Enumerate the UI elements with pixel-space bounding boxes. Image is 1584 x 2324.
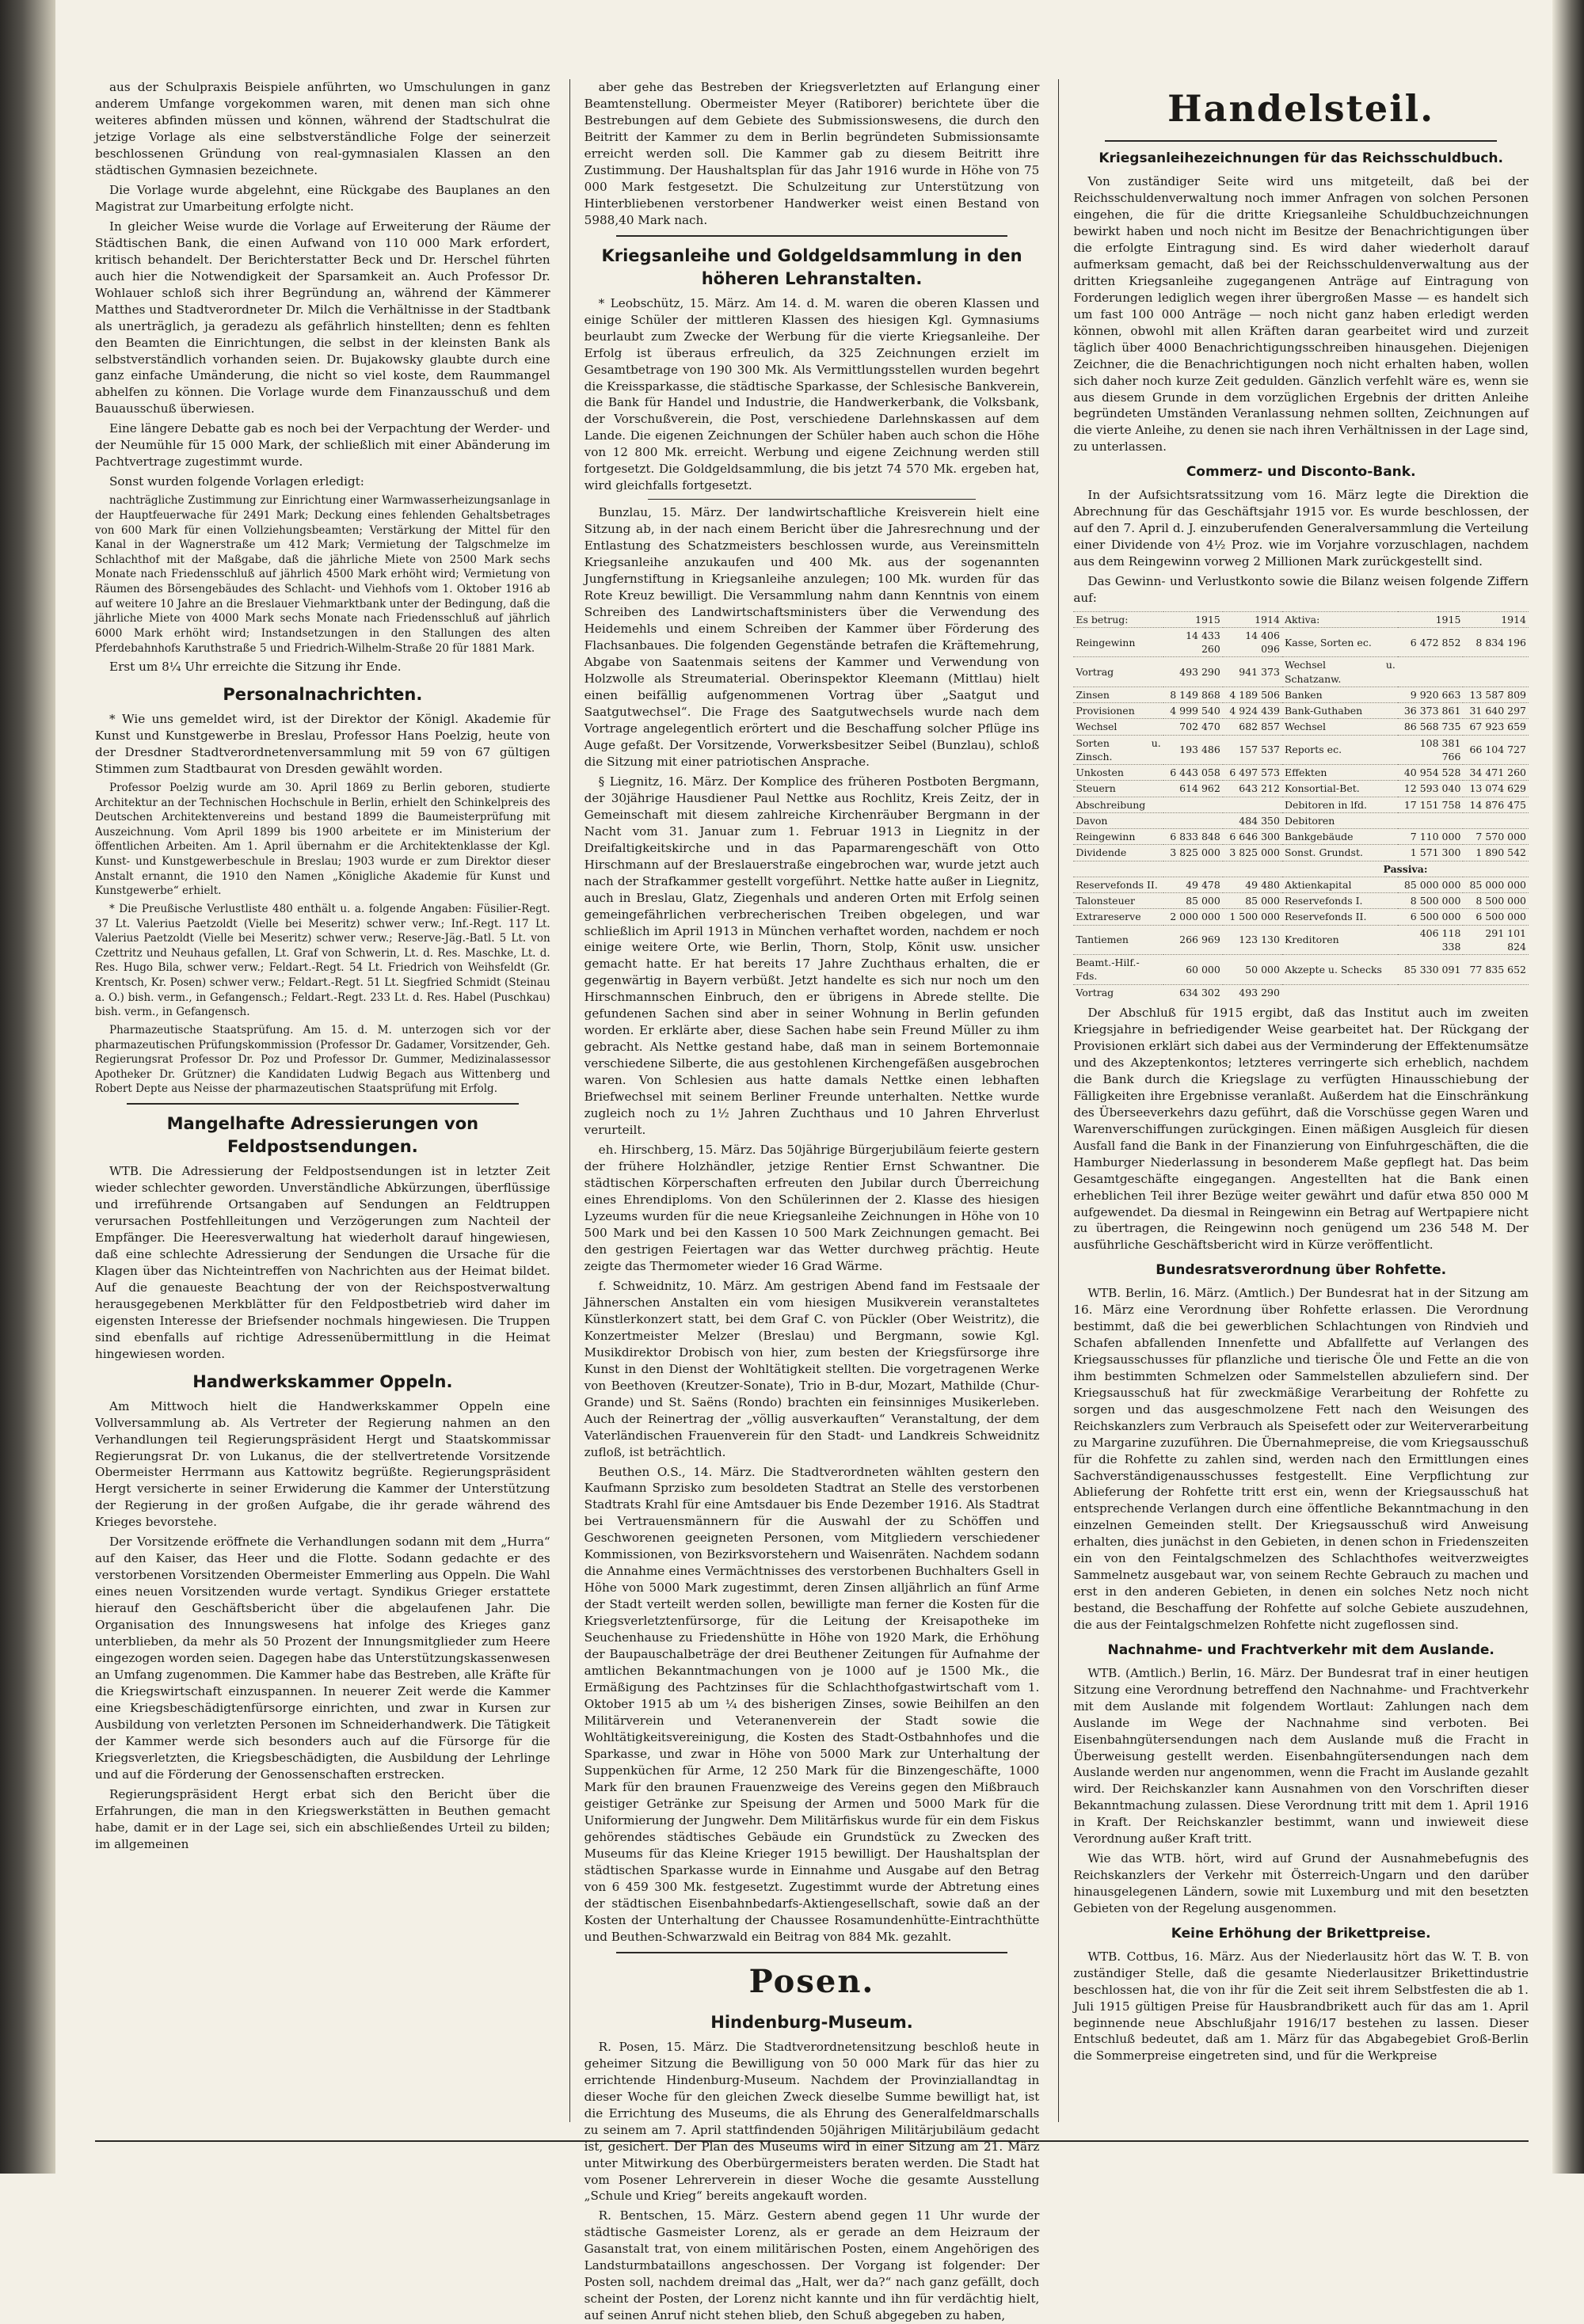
headline-nachnahme: Nachnahme- und Frachtverkehr mit dem Auslande. — [1107, 1642, 1495, 1659]
section-title-handelsteil: Handelsteil. — [1167, 87, 1435, 130]
table-row — [1073, 829, 1529, 845]
table-cell: Bank-Guthaben — [1282, 703, 1398, 719]
table-cell: Reservefonds II. — [1282, 909, 1398, 925]
paragraph: WTB. (Amtlich.) Berlin, 16. März. Der Bundesrat traf in einer heutigen Sitzung eine Verordnung betreffend den Nachnahme- und Frachtverkehr mit dem Auslande mit folgendem Wortlaut: Zahlungen nach dem Auslande im Wege der Nachnahme sind verboten. Bei Eisenbahngütersendungen nach dem Auslande muß die Fracht in Überweisung gestellt werden. Eisenbahngütersendungen nach dem Auslande werden nur angenommen, wenn die Fracht im Auslande gezahlt wird. Der Reichskanzler kann Ausnahmen von den Vorschriften dieser Bekanntmachung zulassen. Diese Verordnung tritt mit dem 1. April 1916 in Kraft. Der Reichskanzler bestimmt, wann und inwieweit diese Verordnung außer Kraft tritt. — [1073, 1665, 1529, 1847]
paragraph: In der Aufsichtsratssitzung vom 16. März legte die Direktion die Abrechnung für das Geschäftsjahr 1915 vor. Es wurde beschlossen, der auf den 7. April d. J. einzuberufenden Generalversammlung die Verteilung einer Dividende von 4½ Proz. wie im Vorjahre vorzuschlagen, nachdem aus dem Reingewinn vorweg 2 Millionen Mark zurückgestellt sind. — [1073, 487, 1529, 569]
table-cell: 13 587 809 — [1463, 687, 1529, 702]
table-cell: 8 149 868 — [1163, 687, 1223, 702]
paragraph: WTB. Berlin, 16. März. (Amtlich.) Der Bundesrat hat in der Sitzung am 16. März eine Verordnung über Rohfette erlassen. Die Verordnung bestimmt, daß die bei gewerblichen Schlachtungen von Rindvieh und Schafen abfallenden Innenfette und Abfallfette auf Verlangen des Kriegsausschusses für pflanzliche und tierische Öle und Fette an die von ihm bestimmten Schmelzen oder Sammelstellen abzuliefern sind. Der Kriegsausschuß hat für zweckmäßige Verarbeitung der Rohfette zu sorgen und das ausgeschmolzene Fett nach den Weisungen des Reichskanzlers zum Verbrauch als Speisefett oder zur Weiterverarbeitung zu Margarine zuzuführen. Die Übernahmepreise, die vom Kriegsausschuß für die Rohfette zu zahlen sind, werden nach den Ermittlungen eines Sachverständigenausschusses festgestellt. Eine Verpflichtung zur Ablieferung der Rohfette tritt erst ein, wenn der Kriegsausschuß hat entsprechende Verlangen durch eine öffentliche Bekanntmachung in den einzelnen Gemeinden stellt. Der Kriegsausschuß wird Anweisung erhalten, dies junächst in den Gebieten, in denen schon in Friedenszeiten ein von den Feintalgschmelzen des Schlachthofes weitverzweigtes Sammelnetz ausgebaut war, von seinem Rechte Gebrauch zu machen und erst in den anderen Gebieten, in denen ein solches Netz noch nicht bestand, die Beschaffung der Rohfette auf solche Gebiete auszudehnen, die aus der Feintalgschmelzen Rohfette nicht zugeflossen sind. — [1073, 1285, 1529, 1633]
table-row — [1073, 925, 1529, 955]
table-cell: 493 290 — [1223, 984, 1282, 1000]
table-cell: 406 118 338 — [1398, 925, 1464, 955]
table-cell: 484 350 — [1223, 812, 1282, 828]
table-cell: 1 571 300 — [1398, 845, 1464, 861]
table-cell: 6 833 848 — [1163, 829, 1223, 845]
headline-feldpost: Mangelhafte Adressierungen von Feldpostsendungen. — [166, 1114, 479, 1157]
table-row — [1073, 955, 1529, 985]
table-cell: 6 443 058 — [1163, 765, 1223, 781]
paragraph: R. Posen, 15. März. Die Stadtverordnetensitzung beschloß heute in geheimer Sitzung die Bewilligung von 50 000 Mark für das hier zu errichtende Hindenburg-Museum. Nachdem der Provinziallandtag in dieser Woche für den gleichen Zweck dieselbe Summe bewilligt hat, ist die Errichtung des Museums, die als Ehrung des Generalfeldmarschalls zu seinem am 7. April stattfindenden 50jährigen Militärjubiläum gedacht ist, gesichert. Der Plan des Museums wird in einer Sitzung am 21. März unter Mitwirkung des Oberbürgermeisters beraten werden. Die Stadt hat vom Posener Lehrerverein in dieser Woche die gesamte Ausstellung „Schule und Krieg“ bereits angekauft worden. — [584, 2039, 1040, 2204]
table-cell: 702 470 — [1163, 719, 1223, 735]
column-2 — [569, 79, 1040, 2323]
table-cell: 2 000 000 — [1163, 909, 1223, 925]
table-cell — [1398, 812, 1464, 828]
table-header-cell: Es betrug: — [1073, 611, 1163, 627]
table-cell: 8 500 000 — [1398, 893, 1464, 909]
headline-commerz-bank: Commerz- und Disconto-Bank. — [1186, 464, 1416, 481]
table-cell: 157 537 — [1223, 735, 1282, 765]
table-cell: Dividende — [1073, 845, 1163, 861]
page-edge — [1552, 0, 1584, 2174]
table-cell: 49 480 — [1223, 877, 1282, 892]
table-cell: Reservefonds II. — [1073, 877, 1163, 892]
table-row — [1073, 861, 1529, 877]
table-cell: 50 000 — [1223, 955, 1282, 985]
table-cell: Steuern — [1073, 781, 1163, 797]
binding-edge — [0, 0, 55, 2174]
paragraph: * Die Preußische Verlustliste 480 enthält u. a. folgende Angaben: Füsilier-Regt. 37 Lt. Valerius Paetzoldt (Vielle bei Meseritz) schwer verw.; Inf.-Regt. 117 Lt. Valerius Paetzoldt (Vielle bei Meseritz) schwer verw.; Reserve-Jäg.-Batl. 5 Lt. von Czettritz und Neuhaus gefallen, Lt. Graf von Schwerin, Lt. d. Res. Maschke, Lt. d. Res. Hugo Bila, schwer verw.; Feldart.-Regt. 54 Lt. Friedrich von Weihsfeldt (Gr. Krentsch, Kr. Posen) schwer verw.; Feldart.-Regt. 51 Lt. Siegfried Schmidt (Steinau a. O.) bish. verm., in Gefangensch.; Feldart.-Regt. 233 Lt. d. Res. Habel (Puschkau) bish. verm., in Gefangensch. — [95, 902, 550, 1019]
table-cell: Tantiemen — [1073, 925, 1163, 955]
table-cell: 291 101 824 — [1463, 925, 1529, 955]
paragraph: Der Vorsitzende eröffnete die Verhandlungen sodann mit dem „Hurra“ auf den Kaiser, das Heer und die Flotte. Sodann gedachte er des verstorbenen Vorsitzenden Obermeister Emmerling aus Oppeln. Die Wahl eines neuen Vorsitzenden wurde vertagt. Syndikus Grieger erstattete hierauf den Geschäftsbericht über die abgelaufenen Jahr. Die Organisation des Innungswesens hat infolge des Krieges ganz unterblieben, da mehr als 50 Prozent der Innungsmitglieder zum Heere eingezogen worden seien. Dagegen habe das Unterstützungskassenwesen an Umfang zugenommen. Die Kammer habe das Bestreben, alle Kräfte für die Kriegswirtschaft einzuspannen. In neuerer Zeit werde die Kammer eine Kriegsbeschädigtenfürsorge einrichten, und zwar in Kursen zur Ausbildung von verletzten Personen im Schneiderhandwerk. Die Tätigkeit der Kammer werde sich besonders auch auf die Fürsorge für die Kriegsverletzten, die Kriegsbeschädigten, die Ausbildung der Lehrlinge und auf die Förderung der Genossenschaften erstrecken. — [95, 1535, 550, 1782]
table-row — [1073, 909, 1529, 925]
table-cell: 67 923 659 — [1463, 719, 1529, 735]
table-cell: Sorten u. Zinsch. — [1073, 735, 1163, 765]
table-cell: 86 568 735 — [1398, 719, 1464, 735]
paragraph: WTB. Die Adressierung der Feldpostsendungen ist in letzter Zeit wieder schlechter geworden. Unverständliche Abkürzungen, überflüssige und irreführende Ortsangaben auf Sendungen an Feldtruppen verursachen Postfehlleitungen und Verzögerungen zum Nachteil der Empfänger. Die Heeresverwaltung hat wiederholt darauf hingewiesen, daß eine schlechte Adressierung der Sendungen die Ursache für die Klagen über das Nichteintreffen von Nachrichten aus der Heimat bildet. Auf die genaueste Beachtung der von der Reichspostverwaltung herausgegebenen Merkblätter für den Feldpostbetrieb wird daher im eigensten Interesse der Briefsender nochmals hingewiesen. Die Truppen sind ebenfalls auf richtige Adressenübermittlung in die Heimat hingewiesen worden. — [95, 1164, 550, 1361]
table-cell: 266 969 — [1163, 925, 1223, 955]
table-cell: 60 000 — [1163, 955, 1223, 985]
table-row — [1073, 877, 1529, 892]
paragraph: § Liegnitz, 16. März. Der Komplice des früheren Postboten Bergmann, der 30jährige Hausdiener Paul Nettke aus Rochlitz, Kreis Zeitz, der in Gemeinschaft mit diesem zahlreiche Kirchenräuber Bergmann in der Nacht vom 31. Januar zum 1. Februar 1913 in Liegnitz in der Dreifaltigkeitskirche und in das Paparmarengeschäft von Otto Hirschmann auf der Breslauerstraße eingebrochen war, wurde jetzt auch nach der Strafkammer gestellt vorgeführt. Nettke hatte außer in Liegnitz, auch in Breslau, Glatz, Ziegenhals und anderen Orten mit Erfolg seinen gemeingefährlichen verbrecherischen Treiben obgelegen, und war schließlich im April 1913 in München verhaftet worden, nachdem er noch einige weitere Orte, wie Berlin, Thorn, Stolp, Könit usw. unsicher gemacht hatte. Er hat bereits 17 Jahre Zuchthaus erhalten, die er gegenwärtig in Bayern verbüßt. Jetzt handelte es sich nur noch um den Hirschmannschen Einbruch, den er übrigens in Abrede stellte. Die gefundenen Sachen sind aber in seiner Wohnung in Berlin gefunden worden. Er erklärte aber, diese Sachen habe sein Freund Müller zu ihm gebracht. Als Nettke gestand habe, daß man in seinem Bortemonnaie verschiedene Silberte, die aus gestohlenen Kirchengefäßen ausgebrochen waren. Von Schlesien aus hatte damals Nettke einen lebhaften Briefwechsel mit seinem Berliner Freunde unterhalten. Nettke wurde zugleich noch zu 1½ Jahren Zuchthaus und 10 Jahren Ehrverlust verurteilt. — [584, 774, 1040, 1138]
table-row — [1073, 984, 1529, 1000]
table-cell: Wechsel u. Schatzanw. — [1282, 657, 1398, 687]
paragraph: nachträgliche Zustimmung zur Einrichtung einer Warmwasserheizungsanlage in der Hauptfeuerwache für 2491 Mark; Deckung eines fehlenden Gehaltsbetrages von 600 Mark für einen Vollziehungsbeamten; Verstärkung der Mittel für den Kanal in der Wagnerstraße um 412 Mark; Vermietung der Talgschmelze im Schlachthof mit der Maßgabe, daß die jährliche Miete von 2500 Mark sechs Monate nach Friedensschluß auf jährlich 4500 Mark erhöht wird; Vermietung von Räumen des Börsengebäudes des Schlacht- und Viehhofs vom 1. Oktober 1916 ab auf weitere 10 Jahre an die Breslauer Viehmarktbank unter der Bedingung, daß die jährliche Miete von 4000 Mark sechs Monate nach Friedensschluß auf jährlich 6000 Mark erhöht wird; Instandsetzungen in den Stallungen des alten Pferdebahnhofs Karuthstraße 5 und Friedrich-Wilhelm-Straße 20 für 1881 Mark. — [95, 494, 550, 655]
table-cell: 941 373 — [1223, 657, 1282, 687]
table-cell: 123 130 — [1223, 925, 1282, 955]
table-cell: Talonsteuer — [1073, 893, 1163, 909]
paragraph: Pharmazeutische Staatsprüfung. Am 15. d. M. unterzogen sich vor der pharmazeutischen Prüfungskommission (Professor Dr. Gadamer, Vorsitzender, Geh. Regierungsrat Professor Dr. Poz und Professor Dr. Gummer, Medizinalassessor Apotheker Dr. Grützner) die Kandidaten Ludwig Begach aus Wittenberg und Robert Depte aus Neisse der pharmazeutischen Staatsprüfung mit Erfolg. — [95, 1023, 550, 1096]
table-cell: 85 330 091 — [1398, 955, 1464, 985]
bottom-rule — [95, 2140, 1529, 2142]
table-header-cell: 1915 — [1163, 611, 1223, 627]
section-title-posen: Posen. — [748, 1962, 875, 2000]
table-cell: 4 924 439 — [1223, 703, 1282, 719]
table-cell: 77 835 652 — [1463, 955, 1529, 985]
table-cell: 40 954 528 — [1398, 765, 1464, 781]
table-cell: Bankgebäude — [1282, 829, 1398, 845]
column-1 — [95, 79, 550, 2122]
table-cell: Zinsen — [1073, 687, 1163, 702]
table-row — [1073, 735, 1529, 765]
table-cell: Banken — [1282, 687, 1398, 702]
table-cell: 4 189 506 — [1223, 687, 1282, 702]
paragraph: Eine längere Debatte gab es noch bei der Verpachtung der Werder- und der Neumühle für 15 000 Mark, der schließlich mit einer Abänderung im Pachtvertrage zugestimmt wurde. — [95, 421, 550, 470]
divider — [616, 235, 1008, 237]
table-body-aktiva — [1073, 627, 1529, 861]
table-cell — [1163, 797, 1223, 812]
paragraph: aber gehe das Bestreben der Kriegsverletzten auf Erlangung einer Beamtenstellung. Obermeister Meyer (Ratiborer) berichtete über die Bestrebungen auf dem Gebiete des Submissionswesens, die durch den Beitritt der Kammer zu dem in Berlin begründeten Submissionsamte erreicht werden soll. Die Kammer gab zu diesem Beitritt ihre Zustimmung. Der Haushaltsplan für das Jahr 1916 wurde in Höhe von 75 000 Mark festgesetzt. Die Schulzeitung zur Unterstützung von Hinterbliebenen verstorbener Handwerker weist einen Bestand von 5988,40 Mark nach. — [584, 80, 1040, 227]
divider — [1105, 140, 1497, 142]
table-cell: Reservefonds I. — [1282, 893, 1398, 909]
paragraph: Der Abschluß für 1915 ergibt, daß das Institut auch im zweiten Kriegsjahre in befriedigender Weise gearbeitet hat. Der Rückgang der Provisionen erklärt sich dabei aus der Verminderung der Effektenumsätze und des Akzeptenkontos; letzteres verringerte sich erheblich, nachdem die Bank durch die Kriegslage zu verfügten Hinausschiebung der Fälligkeiten ihre Ergebnisse veranlaßt. Außerdem hat die Einschränkung des Überseeverkehrs dazu geführt, daß die Vorschüsse gegen Waren und Warenverschiffungen zurückgingen. Einen mäßigen Ausgleich für diesen Ausfall fand die Bank in der Finanzierung von Einfuhrgeschäften, die die Hamburger Niederlassung in besonderem Maße gepflegt hat. Das beim Gesamtgeschäfte eingegangen. Angestellten hat die Bank einen erheblichen Teil ihrer Bezüge weiter gewährt und dafür etwa 850 000 M aufgewendet. Da diesmal in Reingewinn ein Betrag auf Wertpapiere nicht zu übertragen, die Reingewinn noch genügend um 236 548 M. Der ausführliche Geschäftsbericht wird in Kürze veröffentlicht. — [1073, 1005, 1529, 1253]
table-cell: 634 302 — [1163, 984, 1223, 1000]
table-cell: 1 890 542 — [1463, 845, 1529, 861]
table-cell: Extrareserve — [1073, 909, 1163, 925]
table-cell: 7 110 000 — [1398, 829, 1464, 845]
table-cell: Akzepte u. Schecks — [1282, 955, 1398, 985]
table-cell: 614 962 — [1163, 781, 1223, 797]
paragraph: Sonst wurden folgende Vorlagen erledigt: — [109, 474, 364, 489]
table-cell: 31 640 297 — [1463, 703, 1529, 719]
table-cell: 66 104 727 — [1463, 735, 1529, 765]
table-row — [1073, 893, 1529, 909]
table-cell — [1282, 984, 1398, 1000]
table-cell: Konsortial-Bet. — [1282, 781, 1398, 797]
table-cell: Wechsel — [1073, 719, 1163, 735]
table-cell: Effekten — [1282, 765, 1398, 781]
paragraph: Regierungspräsident Hergt erbat sich den Bericht über die Erfahrungen, die man in den Kriegswerkstätten in Beuthen gemacht habe, damit er in der Lage sei, sich ein abschließendes Urteil zu bilden; im allgemeinen — [95, 1786, 550, 1851]
headline-brikettpreise: Keine Erhöhung der Brikettpreise. — [1171, 1926, 1431, 1942]
table-cell: 8 500 000 — [1463, 893, 1529, 909]
table-cell — [1463, 657, 1529, 687]
table-row — [1073, 687, 1529, 702]
table-cell: Debitoren — [1282, 812, 1398, 828]
paragraph: Die Vorlage wurde abgelehnt, eine Rückgabe des Bauplanes an den Magistrat zur Umarbeitung erfolgte nicht. — [95, 182, 550, 214]
table-cell: 7 570 000 — [1463, 829, 1529, 845]
table-cell: Reingewinn — [1073, 829, 1163, 845]
table-cell: Abschreibung — [1073, 797, 1163, 812]
paragraph: In gleicher Weise wurde die Vorlage auf Erweiterung der Räume der Städtischen Bank, die einen Aufwand von 110 000 Mark erfordert, kritisch behandelt. Der Berichterstatter Beck und Dr. Herschel führten auch hier die Notwendigkeit der Sparsamkeit an. Auch Professor Dr. Wohlauer schloß sich ihrer Begründung an, während der Kämmerer Matthes und Stadtverordneter Dr. Milch die Verhältnisse in der Stadtbank als unerträglich, ja geradezu als gefährlich hinstellten; denn es fehlten den Beamten die Einrichtungen, die selbst in der kleinsten Bank als selbstverständlich vorhanden seien. Dr. Bujakowsky glaubte durch eine ganz einfache Umänderung, die nicht so viel koste, dem Raummangel abhelfen zu können. Die Vorlage wurde dem Finanzausschuß und dem Bauausschuß überwiesen. — [95, 219, 550, 416]
headline-personal: Personalnachrichten. — [223, 685, 423, 705]
paragraph: Von zuständiger Seite wird uns mitgeteilt, daß bei der Reichsschuldenverwaltung noch immer Anfragen von solchen Personen eingehen, die für die dritte Kriegsanleihe Schuldbuchzeichnungen bewirkt haben und noch nicht im Besitze der Benachrichtigungen über die erfolgte Eintragung sind. Es wird daher wiederholt darauf aufmerksam gemacht, daß bei der Reichsschuldenverwaltung aus der dritten Kriegsanleihe zugegangenen Anträge auf Eintragung von Forderungen lediglich wegen ihrer übergroßen Masse — es handelt sich um fast 100 000 Anträge — noch nicht ganz haben erledigt werden können, obwohl mit allen Kräften daran gearbeitet wird und zurzeit täglich über 4000 Benachrichtigungsschreiben hinausgehen. Diejenigen Zeichner, die die Benachrichtigungen noch nicht erhalten haben, wollen sich daher noch kurze Zeit gedulden. Gänzlich verfehlt wäre es, wenn sie aus diesem Grunde in dem vorzüglichen Ergebnis der dritten Anleihe begründeten Umständen Veranlassung nehmen sollten, Zeichnungen auf die vierte Anleihe, zu denen sie nach ihren Verhältnissen in der Lage sind, zu unterlassen. — [1073, 173, 1529, 455]
table-row — [1073, 765, 1529, 781]
table-cell: 6 646 300 — [1223, 829, 1282, 845]
table-cell — [1463, 812, 1529, 828]
table-cell: 493 290 — [1163, 657, 1223, 687]
passiva-label: Passiva: — [1282, 861, 1529, 877]
table-cell: 12 593 040 — [1398, 781, 1464, 797]
paragraph: Professor Poelzig wurde am 30. April 1869 zu Berlin geboren, studierte Architektur an der Technischen Hochschule in Berlin, erhielt den Schinkelpreis des Deutschen Architektenvereins und bestand 1899 die Baumeisterprüfung mit Auszeichnung. Vom April 1899 bis 1900 arbeitete er im Ministerium der öffentlichen Arbeiten. Am 1. April übernahm er die Architektenklasse der Kgl. Kunst- und Kunstgewerbeschule in Breslau; 1903 wurde er zum Direktor dieser Anstalt ernannt, die 1910 den Namen „Königliche Akademie für Kunst und Kunstgewerbe“ erhielt. — [95, 781, 550, 898]
table-header-cell: Aktiva: — [1282, 611, 1398, 627]
table-cell: Vortrag — [1073, 657, 1163, 687]
table-row — [1073, 719, 1529, 735]
headline-reichsschuldbuch: Kriegsanleihezeichnungen für das Reichsschuldbuch. — [1099, 150, 1503, 167]
table-cell: 14 433 260 — [1163, 627, 1223, 657]
table-cell: Vortrag — [1073, 984, 1163, 1000]
table-cell: Wechsel — [1282, 719, 1398, 735]
table-cell: 6 497 573 — [1223, 765, 1282, 781]
table-body-passiva — [1073, 877, 1529, 1000]
paragraph: f. Schweidnitz, 10. März. Am gestrigen Abend fand im Festsaale der Jähnerschen Anstalten ein vom hiesigen Musikverein veranstaltetes Künstlerkonzert statt, bei dem Graf C. von Pückler (Ober Weistritz), die Konzertmeister Melzer (Breslau) und Bergmann, sowie Kgl. Musikdirektor Drobisch von hier, zum besten der Kriegsfürsorge ihre Kunst in den Dienst der Wohltätigkeit stellten. Die vorgetragenen Werke von Beethoven (Kreutzer-Sonate), Trio in B-dur, Mozart, Mathilde (Chur-Grande) und St. Saëns (Rondo) brachten ein feinsinniges Musikerleben. Auch der Reinertrag der „völlig ausverkauften“ Veranstaltung, der dem Vaterländischen Frauenverein für den Stadt- und Landkreis Schweidnitz zufloß, ist beträchtlich. — [584, 1278, 1040, 1459]
table-cell: 1 500 000 — [1223, 909, 1282, 925]
table-row — [1073, 703, 1529, 719]
columns — [95, 79, 1529, 2323]
table-cell: 49 478 — [1163, 877, 1223, 892]
table-cell: Beamt.-Hilf.-Fds. — [1073, 955, 1163, 985]
paragraph: Beuthen O.S., 14. März. Die Stadtverordneten wählten gestern den Kaufmann Sprzisko zum besoldeten Stadtrat an Stelle des verstorbenen Stadtrats Krahl für eine Amtsdauer bis Ende Dezember 1916. Als Stadtrat bei Vertrauensmännern für die Auswahl der zu Schöffen und Geschworenen geeigneten Personen, vom Mitgliedern verschiedener Kommissionen, von Bezirksvorstehern und Waisenräten. Nachdem sodann die Annahme eines Vermächtnisses des verstorbenen Buchhalters Gsell in Höhe von 5000 Mark zugestimmt, deren Zinsen alljährlich an fünf Arme der Stadt verteilt werden sollen, bewilligte man ferner die Kosten für die Kriegsverletztenfürsorge, für die Leitung der Kreisapotheke im Seuchenhause zu Friedenshütte in Höhe von 1920 Mark, die Erhöhung der Baupauschalbeträge der drei Beuthener Zeitungen für Aufnahme der amtlichen Bekanntmachungen von je 1000 auf je 1500 Mk., die Ermäßigung des Pachtzinses für die Schlachthofgastwirtschaft vom 1. Oktober 1915 ab um ¼ des bisherigen Zinses, sowie Beihilfen an den Militärverein und Veteranenverein der Stadt sowie die Wohltätigkeitsvereinigung, die Kosten des Stadt-Ostbahnhofes und die Sparkasse, und zwar in Höhe von 5000 Mark zur Unterhaltung der Suppenküchen für Arme, 12 250 Mark für die Binzengeschäfte, 1000 Mark für den braunen Frauenzweige des Vereins gegen den Mißbrauch geistiger Getränke zur Speisung der Armen und 5000 Mark für die Uniformierung der Jungwehr. Dem Militärfiskus wurde für ein dem Fiskus gehörendes städtisches Gebäude ein Grundstück zu Zwecken des Museums für das Kleine Krieger 1915 bewilligt. Der Haushaltsplan der städtischen Sparkasse wurde in Einnahme und Ausgabe auf den Betrag von 6 459 300 Mk. festgesetzt. Zugestimmt wurde der Abtretung eines der städtischen Eisenbahnbedarfs-Aktiengesellschaft, sowie daß an der Kosten der Unterhaltung der Chaussee Rosamundenhütte-Eintrachthütte und Beuthen-Schwarzwald ein Beitrag von 884 Mk. gezahlt. — [584, 1464, 1040, 1944]
paragraph: * Wie uns gemeldet wird, ist der Direktor der Königl. Akademie für Kunst und Kunstgewerbe in Breslau, Professor Hans Poelzig, heute von der Dresdner Stadtverordnetenversammlung mit 59 von 67 gültigen Stimmen zum Stadtbaurat von Dresden gewählt worden. — [95, 712, 550, 776]
table-cell: 34 471 260 — [1463, 765, 1529, 781]
table-row — [1073, 845, 1529, 861]
paragraph: Erst um 8¼ Uhr erreichte die Sitzung ihr Ende. — [109, 660, 402, 675]
paragraph: eh. Hirschberg, 15. März. Das 50jährige Bürgerjubiläum feierte gestern der frühere Holzhändler, jetzige Rentier Ernst Schwantner. Die städtischen Körperschaften erfreuten den Jubilar durch Überreichung eines Ehrendiploms. Von den Schülerinnen der 2. Klasse des hiesigen Lyzeums wurden für die neue Kriegsanleihe Zeichnungen in Höhe von 10 500 Mark und bei den Kassen 10 500 Mark Zeichnungen gemacht. Bei den gestrigen Feiertagen war das Wetter durchweg prächtig. Heute zeigte das Thermometer wieder 16 Grad Wärme. — [584, 1143, 1040, 1273]
table-cell: Reports ec. — [1282, 735, 1398, 765]
table-cell: 643 212 — [1223, 781, 1282, 797]
headline-hindenburg-museum: Hindenburg-Museum. — [710, 2012, 913, 2032]
table-cell: 6 500 000 — [1398, 909, 1464, 925]
table-cell — [1398, 984, 1464, 1000]
paragraph: Wie das WTB. hört, wird auf Grund der Ausnahmebefugnis des Reichskanzlers der Verkehr mit Österreich-Ungarn und den darüber hinausgelegenen Ländern, sowie mit Luxemburg und mit den besetzten Gebieten von der Regelung ausgenommen. — [1073, 1851, 1529, 1916]
table-cell: 17 151 758 — [1398, 797, 1464, 812]
column-3 — [1058, 79, 1529, 2122]
divider — [127, 1103, 519, 1105]
table-cell: Kreditoren — [1282, 925, 1398, 955]
table-cell: 14 876 475 — [1463, 797, 1529, 812]
paragraph: WTB. Cottbus, 16. März. Aus der Niederlausitz hört das W. T. B. von zuständiger Stelle, daß die gesamte Niederlausitzer Brikettindustrie beschlossen hat, die von ihr für die Zeit seit ihrem Selbstfesten die ab 1. Juli 1915 gültigen Preise für Hausbrandbrikett auch für das am 1. April beginnende neue Abschlußjahr 1916/17 bestehen zu lassen. Dieser Entschluß bedeutet, daß am 1. März für das Abgabegebiet Groß-Berlin die Sommerpreise eingetreten sind, und für die Werkpreise — [1073, 1949, 1529, 2063]
paragraph: Bunzlau, 15. März. Der landwirtschaftliche Kreisverein hielt eine Sitzung ab, in der nach einem Bericht über die Jahresrechnung und der Entlastung des Schatzmeisters beschlossen wurde, aus Vereinsmitteln Kriegsanleihe anzukaufen und 400 Mk. aus der sogenannten Jungfernstiftung in Kriegsanleihe anzulegen; 100 Mk. wurden für das Rote Kreuz bewilligt. Die Versammlung nahm dann Kenntnis von einem Schreiben des Landwirtschaftsministers über die Verwendung des Heidemehls und einem Schreiben der Kammer über Förderung des Flachsanbaues. Die folgenden Gegenstände betrafen die Kräftemehrung, Abgabe von Saatenmais seitens der Kammer und Verwendung von Holzwolle als Streumaterial. Oberinspektor Kleemann (Mittlau) hielt einen beifällig aufgenommenen Vortrag über „Saatgut und Saatgutwechsel“. Die Frage des Saatgutwechsels wurde nach dem Vortrage angelegentlich erörtert und die Beschaffung solcher Pflüge ins Auge gefaßt. Der Vorsitzende, Vorwerksbesitzer Seibel (Bunzlau), schloß die Sitzung mit einer patriotischen Ansprache. — [584, 505, 1040, 769]
table-cell: 85 000 000 — [1463, 877, 1529, 892]
table-cell: 85 000 — [1223, 893, 1282, 909]
table-cell: 4 999 540 — [1163, 703, 1223, 719]
table-cell — [1163, 812, 1223, 828]
table-cell: 3 825 000 — [1163, 845, 1223, 861]
table-cell: 3 825 000 — [1223, 845, 1282, 861]
headline-kriegsanleihe: Kriegsanleihe und Goldgeldsammlung in den höheren Lehranstalten. — [601, 245, 1022, 288]
paragraph: Das Gewinn- und Verlustkonto sowie die Bilanz weisen folgende Ziffern auf: — [1073, 573, 1529, 605]
table-header-cell: 1914 — [1223, 611, 1282, 627]
table-cell: Sonst. Grundst. — [1282, 845, 1398, 861]
table-row — [1073, 657, 1529, 687]
paragraph: aus der Schulpraxis Beispiele anführten, wo Umschulungen in ganz anderem Umfange vorgekommen waren, mit denen man sich ohne weiteres abfinden müssen und können, während der Stadtschulrat die jetzige Vorlage als eine selbstverständliche Folge der seinerzeit beschlossenen Gründung von real-gymnasialen Klassen an den städtischen Gymnasien bezeichnete. — [95, 80, 550, 177]
paragraph: R. Bentschen, 15. März. Gestern abend gegen 11 Uhr wurde der städtische Gasmeister Lorenz, als er gerade an dem Heizraum der Gasanstalt trat, von einem militärischen Posten, einem Angehörigen des Landsturmbataillons angeschossen. Der Vorgang ist folgender: Der Posten soll, nachdem dreimal das „Halt, wer da?“ nach ganz gefällt, doch scheint der Posten, der Lorenz nicht kannte und ihn für verdächtig hielt, auf seinen Anruf nicht stehen blieb, den Schuß abgegeben zu haben, — [584, 2208, 1040, 2323]
table-cell: 85 000 — [1163, 893, 1223, 909]
table-cell: 36 373 861 — [1398, 703, 1464, 719]
divider — [616, 1952, 1008, 1953]
headline-bundesrat-rohfette: Bundesratsverordnung über Rohfette. — [1156, 1262, 1447, 1279]
table-cell — [1463, 984, 1529, 1000]
balance-table — [1073, 611, 1529, 1000]
table-row — [1073, 627, 1529, 657]
table-cell: 9 920 663 — [1398, 687, 1464, 702]
table-cell: Debitoren in lfd. — [1282, 797, 1398, 812]
table-cell — [1398, 657, 1464, 687]
table-cell: Davon — [1073, 812, 1163, 828]
table-cell: 13 074 629 — [1463, 781, 1529, 797]
table-row — [1073, 781, 1529, 797]
paragraph: * Leobschütz, 15. März. Am 14. d. M. waren die oberen Klassen und einige Schüler der mittleren Klassen des hiesigen Kgl. Gymnasiums beurlaubt zum Zwecke der Werbung für die vierte Kriegsanleihe. Der Erfolg ist überaus erfreulich, da 325 Zeichnungen erzielt im Gesamtbetrage von 190 300 Mk. Als Vermittlungsstellen wurden begehrt die Kreissparkasse, die städtische Sparkasse, der Schlesische Bankverein, die Bank für Handel und Industrie, die Handwerkerbank, die Volksbank, der Vorschußverein, die Post, verschiedene Darlehnskassen auf dem Lande. Die eigenen Zeichnungen der Schüler haben auch schon die Höhe von 12 800 Mk. erreicht. Werbung und eigene Zeichnung werden still fortgesetzt. Die Goldgeldsammlung, die bis jetzt 74 570 Mk. ergeben hat, wird gleichfalls fortgesetzt. — [584, 295, 1040, 493]
table-cell: Kasse, Sorten ec. — [1282, 627, 1398, 657]
table-cell: 6 472 852 — [1398, 627, 1464, 657]
table-cell: Provisionen — [1073, 703, 1163, 719]
table-cell: 85 000 000 — [1398, 877, 1464, 892]
table-cell: 8 834 196 — [1463, 627, 1529, 657]
table-header-row — [1073, 611, 1529, 627]
table-row — [1073, 797, 1529, 812]
table-cell: Reingewinn — [1073, 627, 1163, 657]
divider — [648, 499, 977, 500]
table-header-cell: 1914 — [1463, 611, 1529, 627]
headline-handwerkskammer: Handwerkskammer Oppeln. — [192, 1371, 453, 1391]
table-cell: Unkosten — [1073, 765, 1163, 781]
table-header-cell: 1915 — [1398, 611, 1464, 627]
table-row — [1073, 812, 1529, 828]
table-cell: 682 857 — [1223, 719, 1282, 735]
table-cell: Aktienkapital — [1282, 877, 1398, 892]
table-cell — [1073, 861, 1282, 877]
paragraph: Am Mittwoch hielt die Handwerkskammer Oppeln eine Vollversammlung ab. Als Vertreter der Regierung nahmen an den Verhandlungen teil Regierungspräsident Hergt und Staatskommissar Regierungsrat Dr. von Lukanus, die der stellvertretende Vorsitzende Obermeister Herrmann aus Kattowitz begrüßte. Regierungspräsident Hergt versicherte in seiner Erwiderung die Kammer der Unterstützung der Regierung in der großen Aufgabe, die ihr gerade während des Krieges bevorstehe. — [95, 1398, 550, 1530]
table-cell: 14 406 096 — [1223, 627, 1282, 657]
table-cell: 6 500 000 — [1463, 909, 1529, 925]
table-cell: 193 486 — [1163, 735, 1223, 765]
table-cell: 108 381 766 — [1398, 735, 1464, 765]
table-cell — [1223, 797, 1282, 812]
